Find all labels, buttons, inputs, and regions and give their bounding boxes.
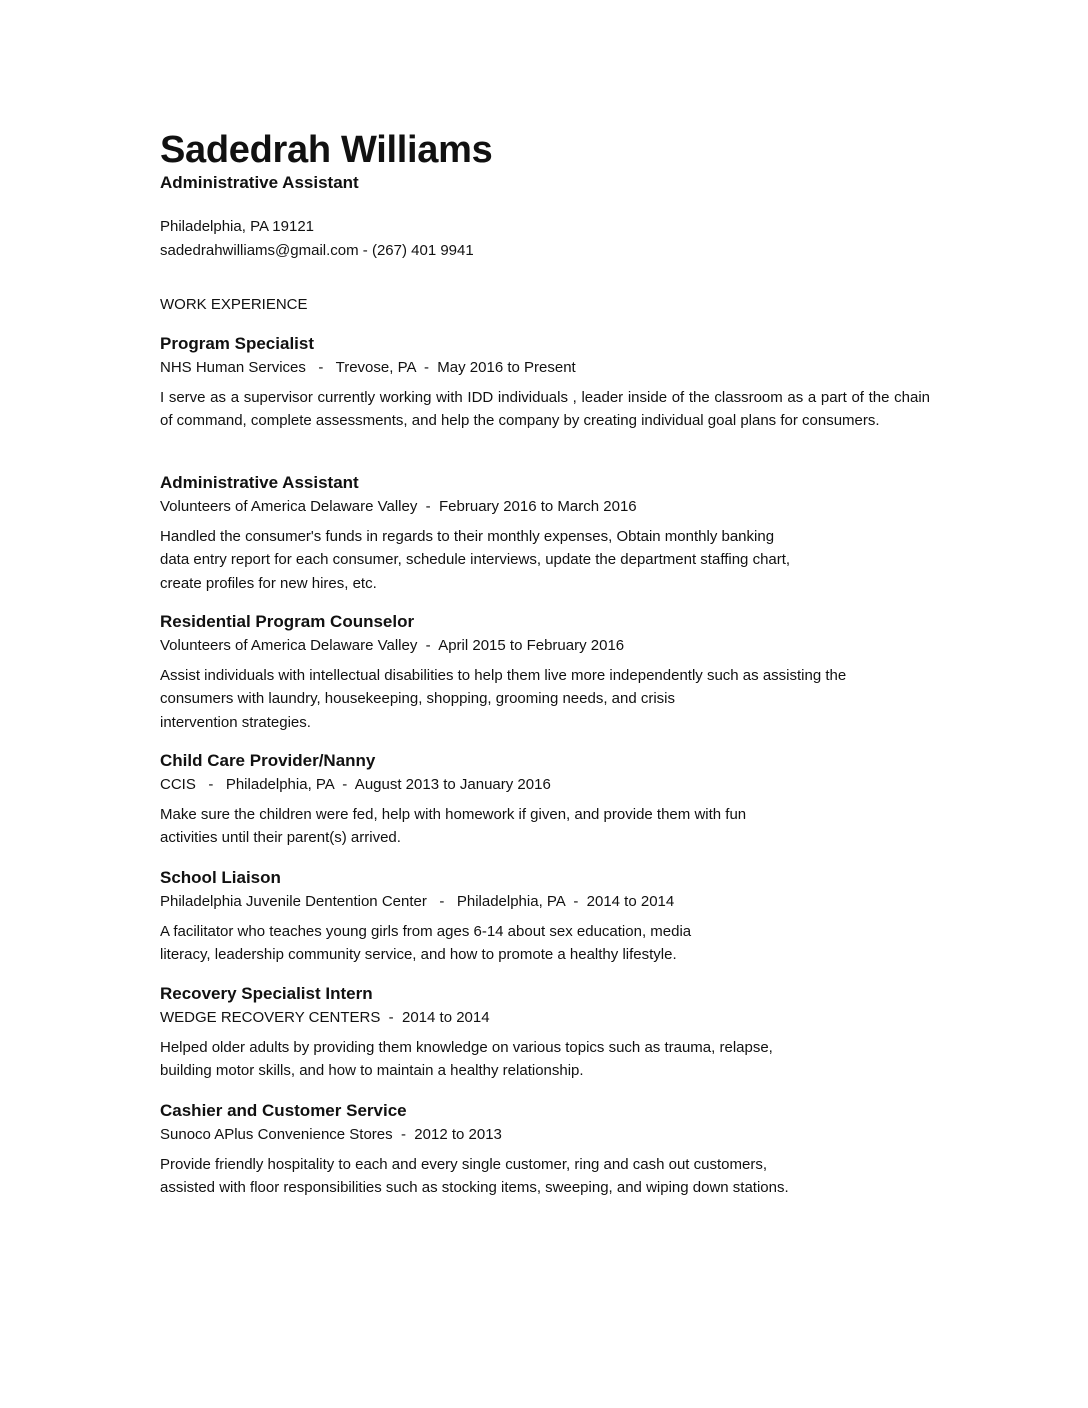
description-line: consumers with laundry, housekeeping, shopping, grooming needs, and crisis — [160, 690, 676, 708]
description-line: Helped older adults by providing them knowledge on various topics such as trauma, relapse, — [160, 1039, 773, 1056]
job-entry — [160, 867, 930, 967]
description-line: Handled the consumer's funds in regards to their monthly expenses, Obtain monthly banking — [160, 528, 775, 545]
candidate-name: Sadedrah Williams — [160, 129, 493, 171]
job-entry — [160, 983, 930, 1083]
job-entry — [160, 333, 930, 433]
job-meta: CCIS - Philadelphia, PA - August 2013 to January 2016 — [160, 776, 551, 793]
job-title: Recovery Specialist Intern — [160, 984, 373, 1003]
job-description — [160, 803, 930, 850]
job-entry — [160, 611, 930, 734]
description-line: activities until their parent(s) arrived. — [160, 829, 401, 847]
candidate-contact: sadedrahwilliams@gmail.com - (267) 401 9941 — [160, 242, 474, 259]
job-entry — [160, 1100, 930, 1200]
job-title: Program Specialist — [160, 334, 315, 353]
job-description — [160, 920, 930, 967]
job-entry — [160, 472, 930, 595]
job-description — [160, 1153, 930, 1200]
job-meta: Sunoco APlus Convenience Stores - 2012 to 2013 — [160, 1126, 502, 1143]
description-line: assisted with floor responsibilities such as stocking items, sweeping, and wiping down stations. — [160, 1179, 789, 1197]
job-meta: Philadelphia Juvenile Dentention Center - Philadelphia, PA - 2014 to 2014 — [160, 893, 675, 910]
description-line: Provide friendly hospitality to each and every single customer, ring and cash out customers, — [160, 1156, 767, 1173]
job-description: I serve as a supervisor currently working with IDD individuals , leader inside of the classroom as a part of the chain of command, complete assessments, and help the company by creating individual goal plans for consumers. — [160, 389, 930, 430]
section-title-work-experience: WORK EXPERIENCE — [160, 296, 308, 313]
description-line: intervention strategies. — [160, 713, 311, 731]
description-line: Make sure the children were fed, help with homework if given, and provide them with fun — [160, 806, 747, 823]
job-description — [160, 664, 930, 734]
job-title: Child Care Provider/Nanny — [160, 751, 376, 770]
job-title: School Liaison — [160, 868, 281, 887]
candidate-location: Philadelphia, PA 19121 — [160, 218, 315, 235]
job-description — [160, 525, 930, 595]
job-meta: Volunteers of America Delaware Valley - February 2016 to March 2016 — [160, 498, 637, 515]
job-meta: Volunteers of America Delaware Valley - April 2015 to February 2016 — [160, 637, 625, 654]
description-line: literacy, leadership community service, and how to promote a healthy lifestyle. — [160, 946, 677, 964]
description-line: Assist individuals with intellectual disabilities to help them live more independently such as assisting the — [160, 667, 847, 684]
job-entry — [160, 750, 930, 850]
description-line: create profiles for new hires, etc. — [160, 574, 377, 592]
job-meta: NHS Human Services - Trevose, PA - May 2016 to Present — [160, 359, 576, 376]
candidate-headline: Administrative Assistant — [160, 173, 359, 192]
job-title: Cashier and Customer Service — [160, 1101, 407, 1120]
job-meta: WEDGE RECOVERY CENTERS - 2014 to 2014 — [160, 1009, 490, 1026]
job-description — [160, 1036, 930, 1083]
job-title: Administrative Assistant — [160, 473, 359, 492]
description-line: A facilitator who teaches young girls from ages 6-14 about sex education, media — [160, 923, 692, 940]
job-title: Residential Program Counselor — [160, 612, 415, 631]
description-line: data entry report for each consumer, schedule interviews, update the department staffing chart, — [160, 551, 791, 569]
description-line: building motor skills, and how to maintain a healthy relationship. — [160, 1062, 584, 1080]
